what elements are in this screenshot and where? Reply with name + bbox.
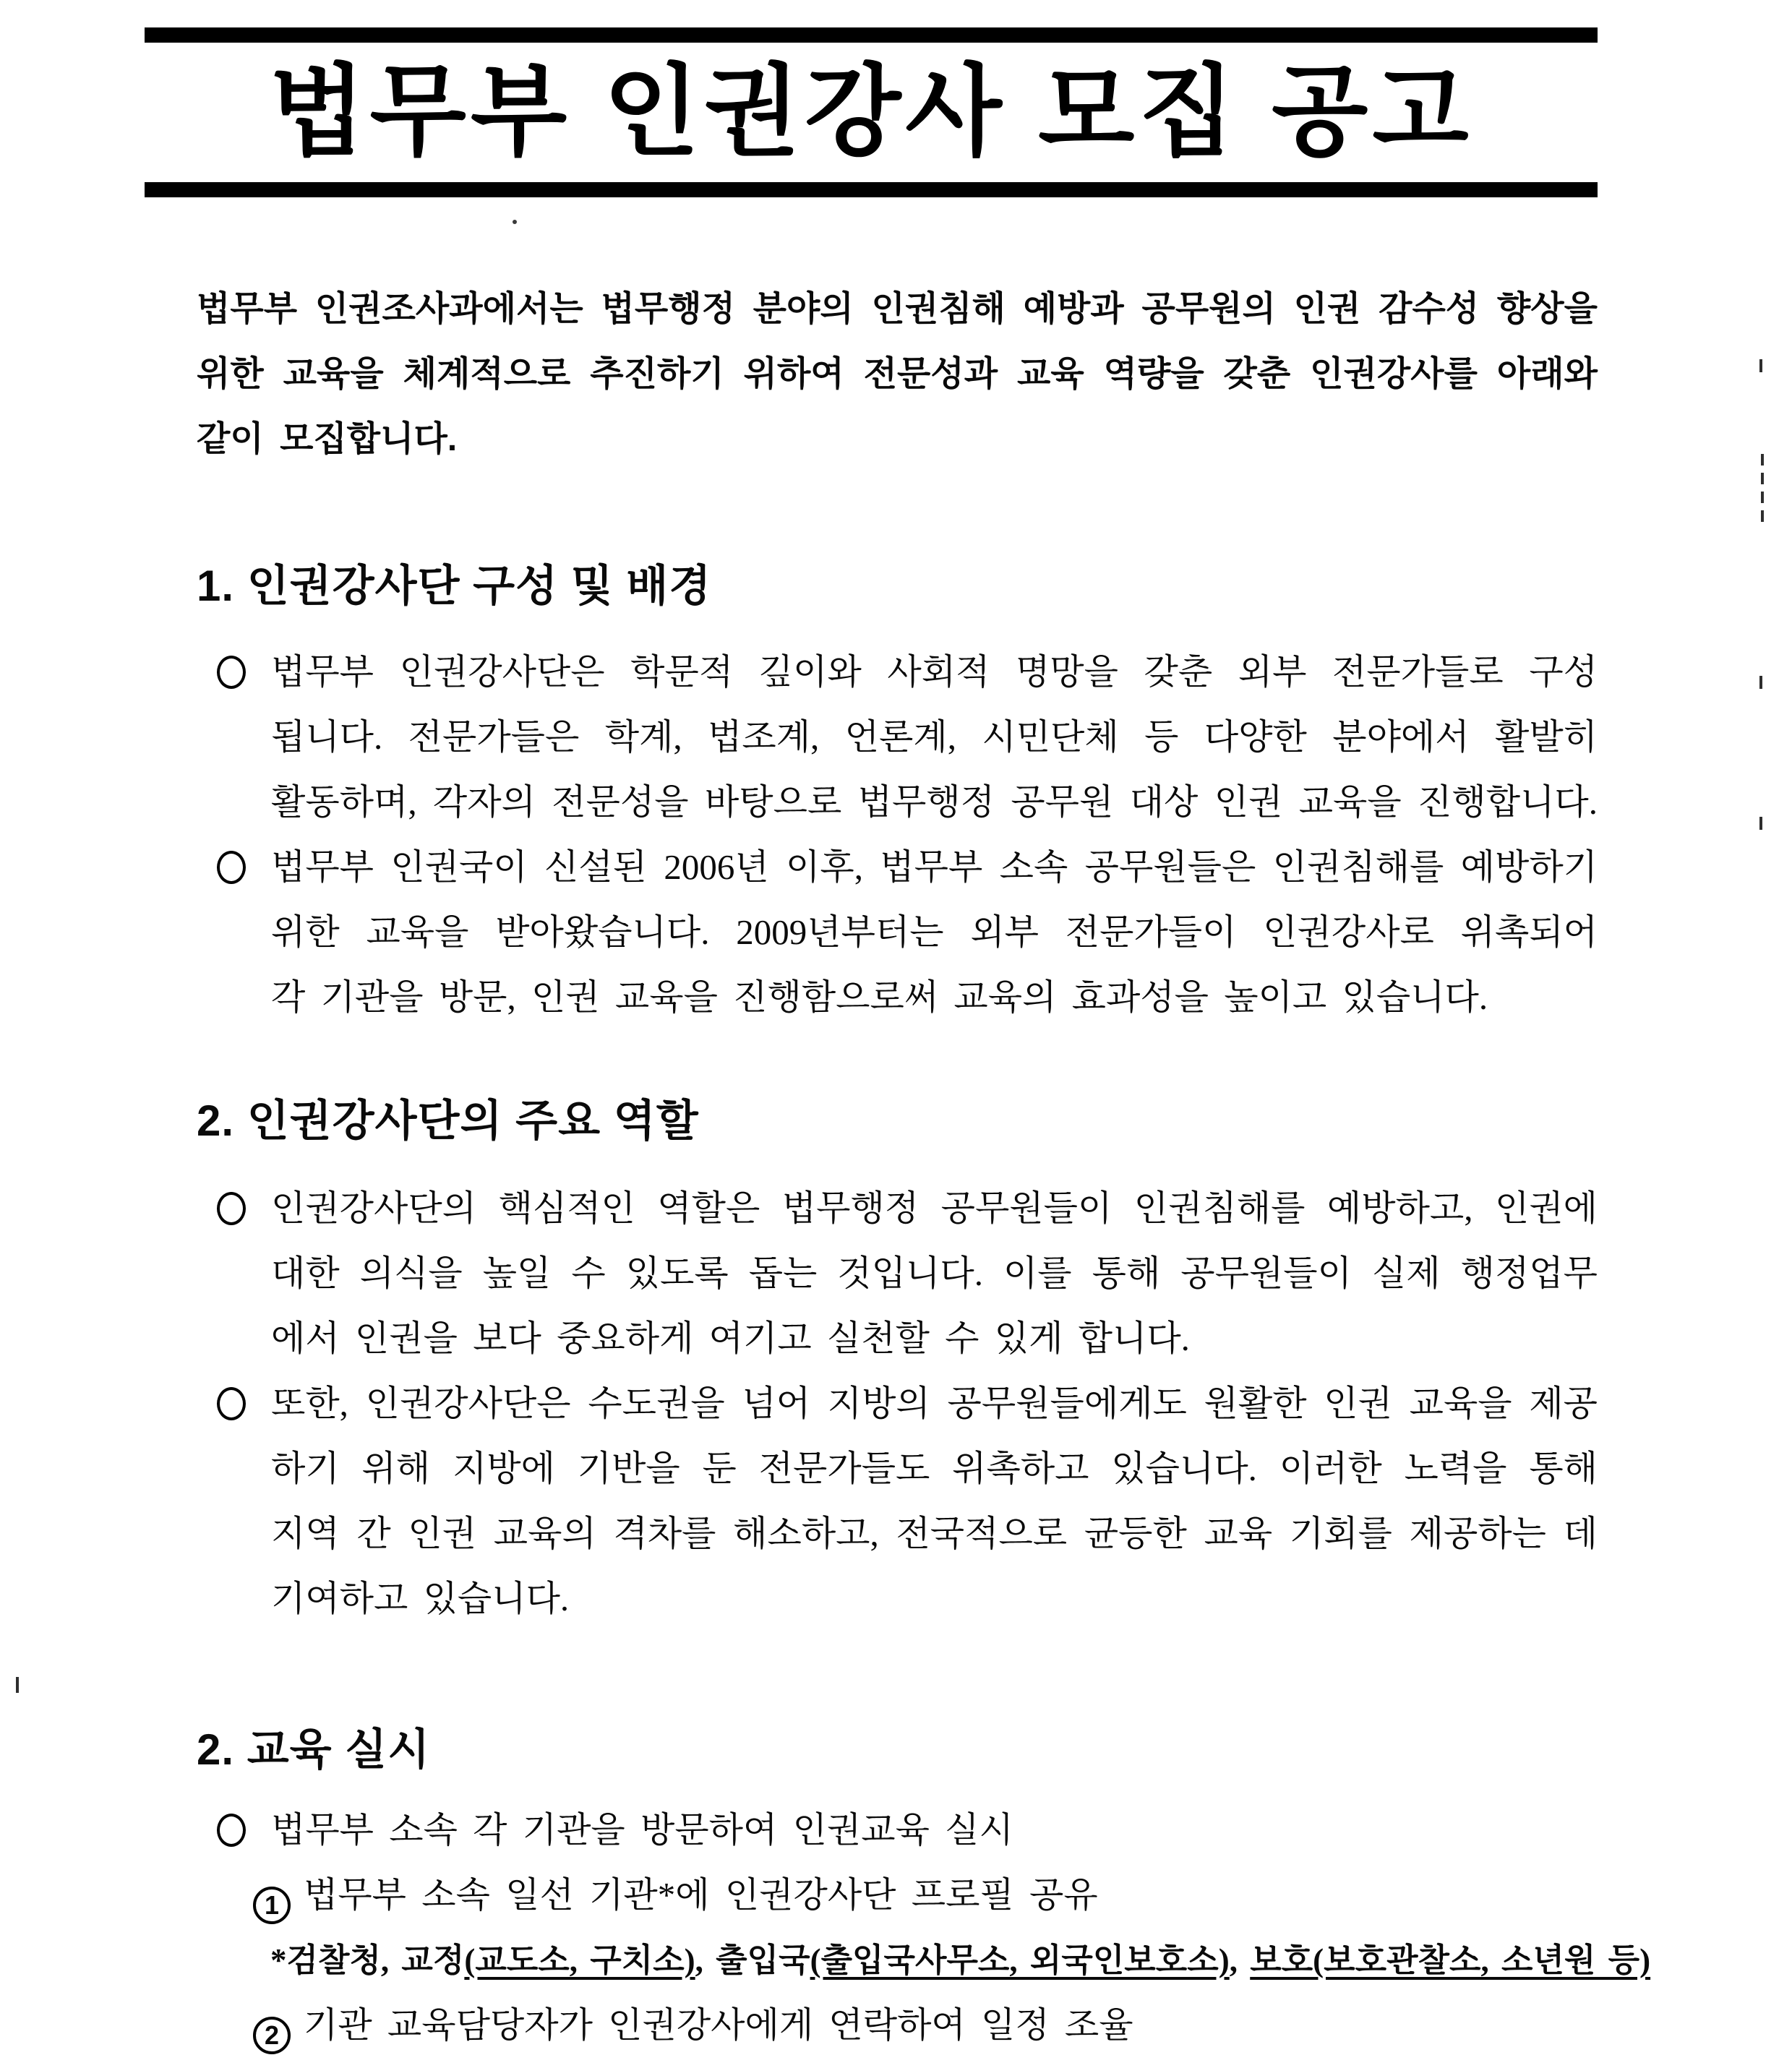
scan-artifact <box>16 1677 19 1693</box>
title-top-bar <box>145 27 1598 43</box>
bullet-item <box>197 1798 1598 1863</box>
footnote-segment-underlined: 보호(보호관찰소, 소년원 등) <box>1250 1942 1651 1978</box>
section1-heading: 1. 인권강사단 구성 및 배경 <box>197 562 712 610</box>
section3-items <box>197 1798 1651 2058</box>
scan-artifact <box>1759 359 1762 372</box>
numbered-item-text: 법무부 소속 일선 기관*에 인권강사단 프로필 공유 <box>304 1875 1098 1915</box>
title-bottom-bar <box>145 182 1598 197</box>
intro-line: 위한 교육을 체계적으로 추진하기 위하여 전문성과 교육 역량을 갖춘 인권강사를 아래와 <box>197 355 1598 393</box>
scan-artifact <box>1761 473 1764 484</box>
circled-number-icon: 2 <box>253 2017 291 2054</box>
footnote-line <box>270 1928 1651 1993</box>
scan-artifact <box>1759 676 1762 689</box>
title-banner <box>145 27 1598 197</box>
footnote-segment: 출입국 <box>716 1942 810 1978</box>
paragraph-line: 지역 간 인권 교육의 격차를 해소하고, 전국적으로 균등한 교육 기회를 제공하는 데 <box>271 1514 1598 1553</box>
paragraph-line: 법무부 인권강사단은 학문적 깊이와 사회적 명망을 갖춘 외부 전문가들로 구성 <box>271 652 1598 692</box>
paragraph-line: 하기 위해 지방에 기반을 둔 전문가들도 위촉하고 있습니다. 이러한 노력을 통해 <box>271 1449 1598 1488</box>
section2-heading: 2. 인권강사단의 주요 역할 <box>197 1097 699 1145</box>
page-title: 법무부 인권강사 모집 공고 <box>269 56 1473 168</box>
bullet-item <box>197 1371 1598 1631</box>
circle-bullet-icon <box>217 1192 246 1225</box>
circle-bullet-icon <box>217 1387 246 1420</box>
circle-bullet-icon <box>217 1814 246 1847</box>
paragraph-line: 각 기관을 방문, 인권 교육을 진행함으로써 교육의 효과성을 높이고 있습니다. <box>271 977 1488 1017</box>
numbered-item-text: 기관 교육담당자가 인권강사에게 연락하여 일정 조율 <box>304 2005 1133 2045</box>
paragraph-line: 인권강사단의 핵심적인 역할은 법무행정 공무원들이 인권침해를 예방하고, 인권에 <box>271 1188 1598 1228</box>
paragraph-line: 활동하며, 각자의 전문성을 바탕으로 법무행정 공무원 대상 인권 교육을 진행합니다. <box>271 782 1598 822</box>
paragraph-line: 법무부 인권국이 신설된 2006년 이후, 법무부 소속 공무원들은 인권침해를 예방하기 <box>271 847 1598 887</box>
circle-bullet-icon <box>217 656 246 689</box>
section1-bullets <box>197 640 1598 1030</box>
paragraph-line: 위한 교육을 받아왔습니다. 2009년부터는 외부 전문가들이 인권강사로 위촉되어 <box>271 912 1598 952</box>
scan-artifact <box>1761 454 1764 465</box>
paragraph-line: 에서 인권을 보다 중요하게 여기고 실천할 수 있게 합니다. <box>271 1318 1190 1358</box>
section3-heading: 2. 교육 실시 <box>197 1725 431 1774</box>
paragraph-line: 또한, 인권강사단은 수도권을 넘어 지방의 공무원들에게도 원활한 인권 교육을 제공 <box>271 1383 1598 1423</box>
paragraph-line: 기여하고 있습니다. <box>271 1579 570 1618</box>
circle-bullet-icon <box>217 851 246 884</box>
footnote-segment-underlined: (출입국사무소, 외국인보호소) <box>810 1942 1230 1978</box>
circled-number-icon: 1 <box>253 1887 291 1924</box>
scan-artifact <box>1761 492 1764 503</box>
bullet-item <box>197 640 1598 835</box>
bullet-item <box>197 835 1598 1030</box>
paragraph-line: 됩니다. 전문가들은 학계, 법조계, 언론계, 시민단체 등 다양한 분야에서 활발히 <box>271 717 1598 757</box>
paragraph-line: 대한 의식을 높일 수 있도록 돕는 것입니다. 이를 통해 공무원들이 실제 행정업무 <box>271 1253 1598 1293</box>
section2-bullets <box>197 1176 1598 1631</box>
intro-line: 같이 모집합니다. <box>197 420 458 458</box>
scan-artifact <box>1759 817 1762 830</box>
footnote-segment: 교정 <box>401 1942 465 1978</box>
scan-artifact <box>1761 510 1764 522</box>
intro-line: 법무부 인권조사과에서는 법무행정 분야의 인권침해 예방과 공무원의 인권 감수성 향상을 <box>197 290 1598 328</box>
numbered-item-2 <box>253 1993 1598 2058</box>
footnote-segment: *검찰청, <box>270 1942 402 1978</box>
paragraph-line: 법무부 소속 각 기관을 방문하여 인권교육 실시 <box>271 1810 1013 1850</box>
scan-artifact <box>513 220 517 224</box>
footnote-segment-underlined: (교도소, 구치소) <box>464 1942 695 1978</box>
footnote-segment: , <box>1229 1942 1251 1978</box>
document-body <box>197 277 1651 2058</box>
intro-paragraph <box>197 277 1598 472</box>
footnote-segment: , <box>695 1942 716 1978</box>
numbered-item-1 <box>253 1863 1598 1928</box>
bullet-item <box>197 1176 1598 1371</box>
